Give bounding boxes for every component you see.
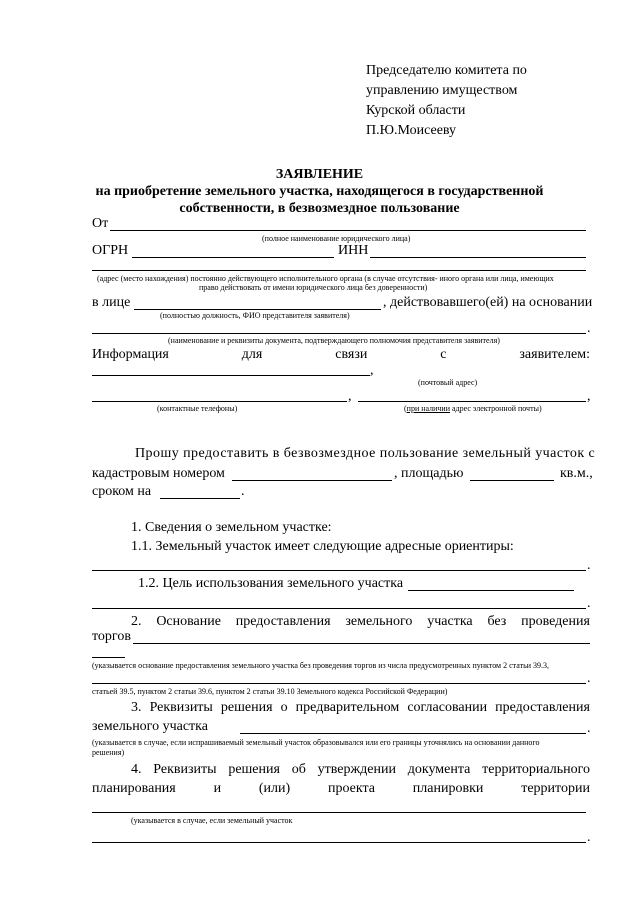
section-4-word: документа	[407, 762, 471, 777]
preliminary-approval-field[interactable]	[240, 733, 586, 734]
authority-document-field[interactable]	[92, 333, 586, 334]
section-1-2-text: 1.2. Цель использования земельного участка	[138, 576, 404, 591]
section-4-word: 4.	[131, 762, 142, 777]
section-3-line2: земельного участка	[92, 719, 208, 734]
section-2-word: проведения	[521, 614, 590, 629]
inn-field[interactable]	[370, 257, 586, 258]
contact-word: для	[241, 347, 263, 362]
land-use-purpose-field[interactable]	[408, 590, 574, 591]
section-2-word: без	[487, 614, 507, 629]
period: .	[241, 484, 245, 499]
section-3-hint: (указывается в случае, если испрашиваемый земельный участок образовывался или его границы уточнялись на основании данного	[92, 738, 540, 747]
applicant-name-field[interactable]	[110, 230, 586, 231]
term-field[interactable]	[160, 498, 240, 499]
ogrn-label: ОГРН	[92, 243, 129, 258]
section-4-word: утверждении	[317, 762, 396, 777]
document-subtitle-1: на приобретение земельного участка, находящегося в государственной	[95, 184, 544, 199]
tender-exemption-field-cont[interactable]	[92, 657, 125, 658]
email-hint-paren: (	[404, 404, 407, 413]
period: .	[587, 671, 591, 686]
area-unit: кв.м.,	[560, 466, 593, 481]
recipient-line: Председателю комитета по	[366, 63, 527, 78]
term-label: сроком на	[92, 484, 152, 499]
section-4-word: планирования	[92, 781, 176, 796]
section-3-word: Реквизиты	[149, 700, 213, 715]
recipient-line: Курской области	[366, 103, 466, 118]
phone-hint: (контактные телефоны)	[157, 404, 238, 413]
from-label: От	[92, 216, 109, 231]
contact-word: заявителем:	[519, 347, 590, 362]
section-3-word: согласовании	[407, 700, 488, 715]
postal-address-hint: (почтовый адрес)	[418, 378, 478, 387]
section-4-word: Реквизиты	[153, 762, 217, 777]
contact-heading	[92, 347, 590, 363]
applicant-name-hint: (полное наименование юридического лица)	[262, 234, 411, 243]
section-4-word: решения	[228, 762, 280, 777]
inn-label: ИНН	[338, 243, 369, 258]
section-2-word: 2.	[131, 614, 142, 629]
section-4-word: (или)	[258, 781, 291, 796]
representative-hint: (полностью должность, ФИО представителя заявителя)	[160, 311, 350, 320]
comma: ,	[587, 389, 591, 404]
section-3-word: предварительном	[295, 700, 400, 715]
request-text: Прошу предоставить в безвозмездное пользование земельный участок с	[135, 446, 596, 461]
section-4-word: и	[213, 781, 222, 796]
section-3-word: 3.	[131, 700, 142, 715]
section-2-line2: торгов	[92, 629, 131, 644]
address-hint: право действовать от имени юридического лица без доверенности)	[199, 283, 428, 292]
section-2-word: Основание	[156, 614, 221, 629]
period: .	[587, 721, 591, 736]
section-4-word: об	[291, 762, 306, 777]
tender-exemption-field-2[interactable]	[92, 683, 586, 684]
section-1-1-text: 1.1. Земельный участок имеет следующие адресные ориентиры:	[131, 539, 514, 554]
recipient-block	[366, 61, 527, 141]
section-3-heading	[131, 700, 590, 716]
period: .	[587, 321, 591, 336]
section-2-word: предоставления	[235, 614, 331, 629]
address-field[interactable]	[92, 270, 586, 271]
section-2-hint: статьей 39.5, пунктом 2 статьи 39.6, пунктом 2 статьи 39.10 Земельного кодекса Российской Федерации)	[92, 687, 448, 696]
contact-word: Информация	[92, 347, 169, 362]
area-label: , площадью	[394, 466, 464, 481]
area-field[interactable]	[470, 480, 554, 481]
section-4-hint: (указывается в случае, если земельный участок	[131, 816, 293, 825]
period: .	[587, 830, 591, 845]
tender-exemption-field[interactable]	[133, 643, 590, 644]
section-3-word: решения	[220, 700, 273, 715]
acting-label: , действовавшего(ей) на основании	[383, 295, 593, 310]
section-2-heading	[131, 614, 590, 630]
planning-document-field[interactable]	[92, 812, 586, 813]
section-3-word: о	[280, 700, 288, 715]
section-4-word: проекта	[327, 781, 375, 796]
planning-document-field-2[interactable]	[92, 842, 586, 843]
authority-document-hint: (наименование и реквизиты документа, подтверждающего полномочия представителя заявителя)	[168, 336, 500, 345]
cadastral-label: кадастровым номером	[92, 466, 225, 481]
ogrn-field[interactable]	[132, 257, 334, 258]
postal-address-field[interactable]	[92, 375, 370, 376]
section-2-word: земельного	[345, 614, 413, 629]
person-label: в лице	[92, 295, 131, 310]
email-hint-text: адрес электронной почты)	[450, 404, 542, 413]
section-2-hint: (указывается основание предоставления земельного участка без проведения торгов из числа предусмотренных пунктом 2 статьи 39.3,	[92, 661, 550, 670]
address-hint: (адрес (место нахождения) постоянно действующего исполнительного органа (в случае отсутствия- иного органа или лица, имеющих	[97, 274, 554, 283]
email-hint	[404, 404, 542, 413]
section-4-word: территории	[521, 781, 590, 796]
section-2-word: участка	[427, 614, 473, 629]
email-hint-underlined: при наличии	[406, 404, 450, 413]
address-landmarks-field[interactable]	[92, 570, 586, 571]
phone-field[interactable]	[92, 401, 347, 402]
section-3-hint: решения)	[92, 748, 125, 757]
section-4-heading	[131, 762, 590, 778]
section-1-heading: 1. Сведения о земельном участке:	[131, 520, 332, 535]
section-4-word: территориального	[482, 762, 590, 777]
representative-field[interactable]	[134, 309, 381, 310]
section-4-word: планировки	[412, 781, 484, 796]
period: .	[587, 558, 591, 573]
email-field[interactable]	[358, 401, 586, 402]
contact-word: связи	[335, 347, 368, 362]
period: .	[587, 596, 591, 611]
document-subtitle-2: собственности, в безвозмездное пользование	[179, 201, 460, 216]
land-use-purpose-field-2[interactable]	[92, 608, 586, 609]
comma: ,	[370, 363, 374, 378]
section-3-word: предоставления	[495, 700, 590, 715]
comma: ,	[348, 389, 352, 404]
document-title: ЗАЯВЛЕНИЕ	[275, 167, 364, 182]
cadastral-number-field[interactable]	[232, 480, 392, 481]
recipient-name: П.Ю.Моисееву	[366, 123, 457, 138]
recipient-line: управлению имуществом	[366, 83, 518, 98]
section-4-line2	[92, 781, 590, 797]
contact-word: с	[440, 347, 447, 362]
